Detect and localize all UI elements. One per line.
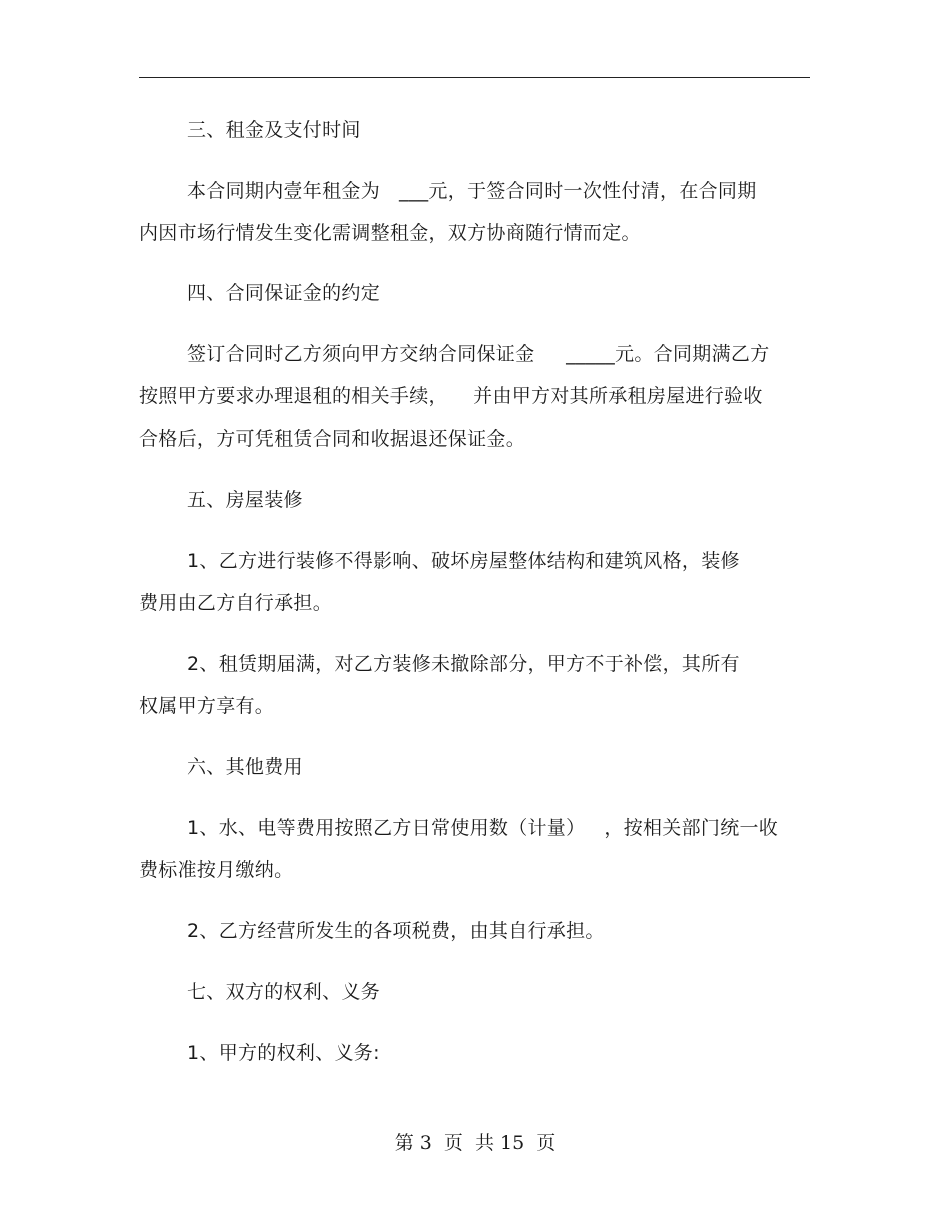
paragraph-line: 内因市场行情发生变化需调整租金，双方协商随行情而定。 <box>139 222 641 244</box>
section-heading-rent: 三、租金及支付时间 <box>187 119 361 141</box>
paragraph-line: 权属甲方享有。 <box>139 695 275 717</box>
section-heading-rights-duties: 七、双方的权利、义务 <box>187 981 381 1003</box>
header-rule <box>139 77 810 78</box>
paragraph-line: 按照甲方要求办理退租的相关手续， 并由甲方对其所承租房屋进行验收 <box>139 385 763 407</box>
paragraph-line: 费用由乙方自行承担。 <box>139 592 333 614</box>
paragraph-line: 1、水、电等费用按照乙方日常使用数（计量） ，按相关部门统一收 <box>187 817 779 839</box>
paragraph-line: 2、乙方经营所发生的各项税费，由其自行承担。 <box>187 920 605 942</box>
page-footer: 第 3 页 共 15 页 <box>394 1132 556 1154</box>
paragraph-line: 1、甲方的权利、义务: <box>187 1042 380 1064</box>
paragraph-line: 1、乙方进行装修不得影响、破坏房屋整体结构和建筑风格，装修 <box>187 550 740 572</box>
section-heading-decoration: 五、房屋装修 <box>187 489 303 511</box>
paragraph-line: 合格后，方可凭租赁合同和收据退还保证金。 <box>139 428 526 450</box>
paragraph-line: 2、租赁期届满，对乙方装修未撤除部分，甲方不于补偿，其所有 <box>187 653 740 675</box>
paragraph-line: 本合同期内壹年租金为 ___元，于签合同时一次性付清，在合同期 <box>187 180 757 202</box>
paragraph-line: 签订合同时乙方须向甲方交纳合同保证金 _____元。合同期满乙方 <box>187 343 770 365</box>
section-heading-deposit: 四、合同保证金的约定 <box>187 282 381 304</box>
section-heading-other-fees: 六、其他费用 <box>187 756 303 778</box>
paragraph-line: 费标准按月缴纳。 <box>139 859 294 881</box>
